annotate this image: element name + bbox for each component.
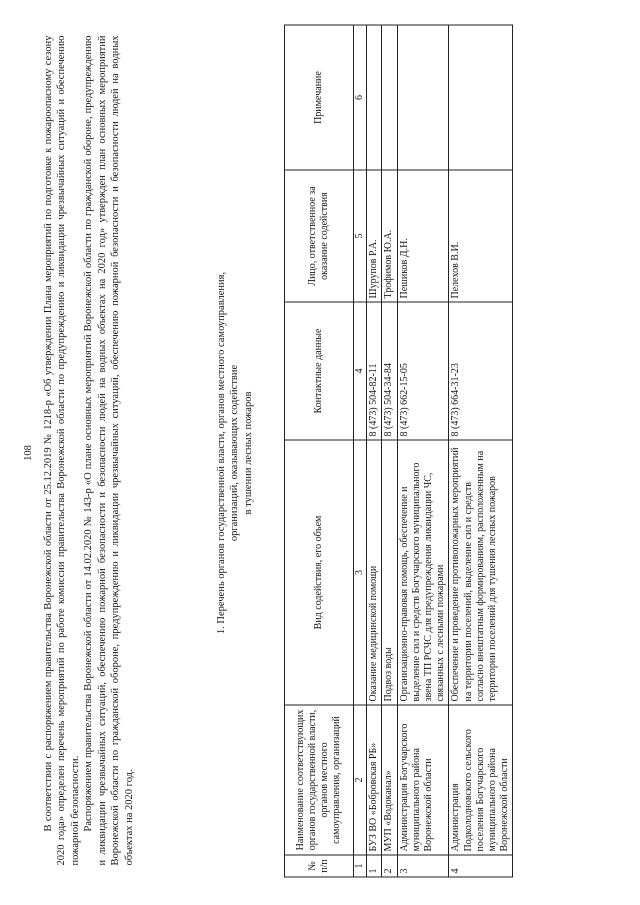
intro-text [42, 35, 136, 865]
section-title-line-2: организаций, оказывающих содействие [229, 364, 241, 541]
row-note [449, 25, 513, 170]
row-organization: Администрация Подколодновского сельского поселения Богучарского муниципального района Воронежской области [449, 705, 513, 855]
row-assistance: Организационно-правовая помощь, обеспечение и выделение сил и средств Богучарского муниципального звена ТП РСЧС для предупреждения ликвидации ЧС, связанных с лесными пожарами [397, 440, 449, 705]
row-contact: 8 (473) 504-82-11 [367, 302, 382, 440]
table-row [382, 25, 397, 877]
row-number: 2 [382, 855, 397, 877]
row-organization: МУП «Водоканал» [382, 705, 397, 855]
intro-paragraph-2: Распоряжением правительства Воронежской области от 14.02.2020 № 143-р «О плане основных мероприятий Воронежской области по гражданской обороне, предупреждению и ликвидации чрезвычайных ситуаций, обеспечению пожарной безопасности и безопасности людей на водных объектах на 2020 год» утвержден план основных мероприятий Воронежской области по гражданской обороне, предупреждению и ликвидации чрезвычайных ситуаций, обеспечению пожарной безопасности и безопасности людей на водных объектах на 2020 год. [83, 35, 135, 865]
column-number: 4 [354, 302, 367, 440]
row-responsible-person: Пешиков Д.Н. [397, 170, 449, 302]
column-number-row [354, 25, 367, 877]
intro-paragraph-1: В соответствии с распоряжением правительства Воронежской области от 25.12.2019 № 1218-р «Об утверждении Плана мероприятий по подготовке к пожароопасному сезону 2020 года» определен перечень мероприятий по работе комиссии правительства Воронежской области по предупреждению и ликвидации чрезвычайных ситуаций и обеспечению пожарной безопасности. [43, 35, 81, 865]
header-org: Наименование соответствующих органов государственной власти, органов местного самоуправления, организаций [285, 705, 354, 855]
header-assist: Вид содействия, его объем [285, 440, 354, 705]
row-assistance: Обеспечение и проведение противопожарных мероприятий на территории поселений, выделение сил и средств согласно внештатным формированиям, расположенным на территории поселений для тушения лесных пожаров [449, 440, 513, 705]
row-contact: 8 (473) 504-34-84 [382, 302, 397, 440]
row-note [382, 25, 397, 170]
header-person: Лицо, ответственное за оказание содействия [285, 170, 354, 302]
section-title [215, 0, 255, 905]
table-header-row [285, 25, 354, 877]
page-number: 108 [23, 444, 34, 461]
header-num: № п/п [285, 855, 354, 877]
row-organization: Администрация Богучарского муниципального района Воронежской области [397, 705, 449, 855]
row-organization: БУЗ ВО «Бобровская РБ» [367, 705, 382, 855]
row-number: 1 [367, 855, 382, 877]
row-contact: 8 (473) 664-31-23 [449, 302, 513, 440]
assistance-table [284, 24, 513, 877]
column-number: 5 [354, 170, 367, 302]
row-assistance: Оказание медицинской помощи [367, 440, 382, 705]
row-number: 3 [397, 855, 449, 877]
section-title-line-1: 1. Перечень органов государственной власти, органов местного самоуправления, [216, 271, 227, 634]
column-number: 1 [354, 855, 367, 877]
table-row [367, 25, 382, 877]
column-number: 3 [354, 440, 367, 705]
row-assistance: Подвоз воды [382, 440, 397, 705]
row-responsible-person: Шурупов Р.А. [367, 170, 382, 302]
column-number: 2 [354, 705, 367, 855]
row-note [367, 25, 382, 170]
table-row [397, 25, 449, 877]
row-contact: 8 (473) 662-15-05 [397, 302, 449, 440]
row-number: 4 [449, 855, 513, 877]
row-responsible-person: Трофимов Ю.А. [382, 170, 397, 302]
header-note: Примечание [285, 25, 354, 170]
row-note [397, 25, 449, 170]
header-contact: Контактные данные [285, 302, 354, 440]
table-row [449, 25, 513, 877]
section-title-line-3: в тушении лесных пожаров [242, 391, 254, 514]
column-number: 6 [354, 25, 367, 170]
row-responsible-person: Пелехов В.И. [449, 170, 513, 302]
